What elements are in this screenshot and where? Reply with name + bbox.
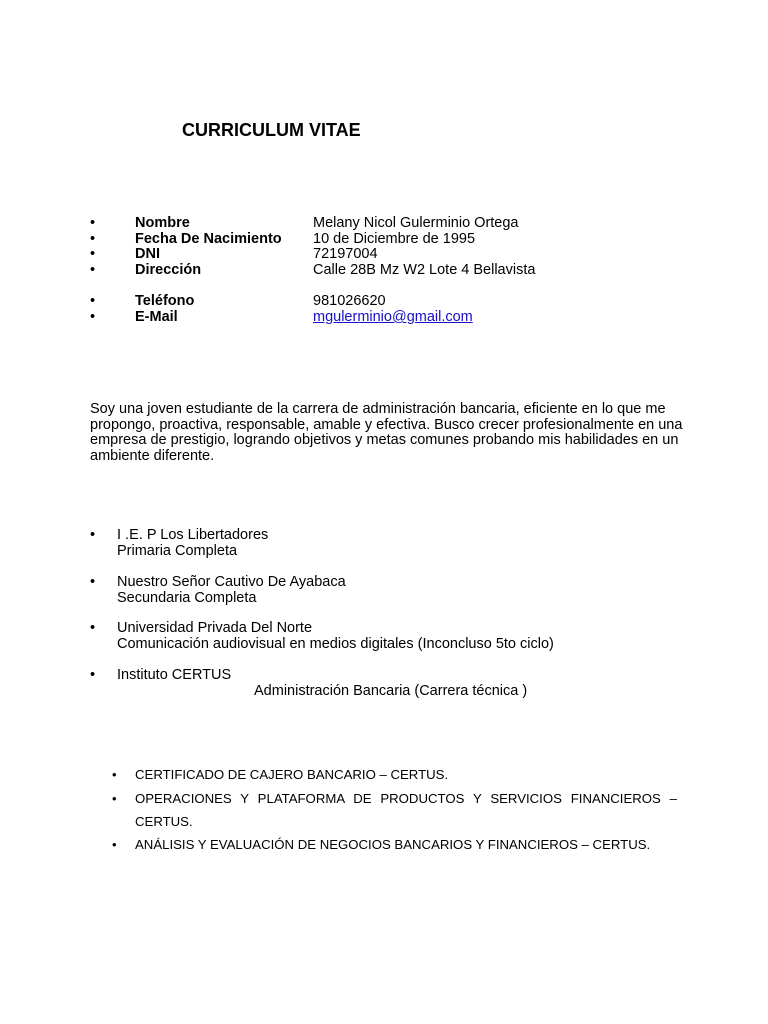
education-institution: Nuestro Señor Cautivo De Ayabaca bbox=[117, 574, 346, 590]
bullet: • bbox=[90, 231, 96, 247]
name-value: Melany Nicol Gulerminio Ortega bbox=[313, 215, 519, 231]
bullet: • bbox=[90, 215, 96, 231]
education-institution: I .E. P Los Libertadores bbox=[117, 527, 269, 543]
dni-value: 72197004 bbox=[313, 246, 378, 262]
address-label: Dirección bbox=[135, 262, 202, 278]
education-institution: Universidad Privada Del Norte bbox=[117, 620, 313, 636]
document-title: CURRICULUM VITAE bbox=[182, 120, 361, 140]
bullet: • bbox=[112, 791, 117, 806]
bullet: • bbox=[90, 574, 96, 590]
name-label: Nombre bbox=[135, 215, 190, 231]
bullet: • bbox=[90, 667, 96, 683]
bullet: • bbox=[90, 527, 96, 543]
phone-value: 981026620 bbox=[313, 293, 386, 309]
email-link[interactable]: mgulerminio@gmail.com bbox=[313, 309, 473, 325]
dni-label: DNI bbox=[135, 246, 160, 262]
bullet: • bbox=[112, 767, 117, 782]
education-detail: Comunicación audiovisual en medios digitales (Inconcluso 5to ciclo) bbox=[117, 636, 554, 652]
education-detail: Secundaria Completa bbox=[117, 590, 257, 606]
certification-item: CERTIFICADO DE CAJERO BANCARIO – CERTUS. bbox=[135, 767, 449, 782]
bullet: • bbox=[90, 293, 96, 309]
phone-label: Teléfono bbox=[135, 293, 195, 309]
certification-item-continued: CERTUS. bbox=[135, 814, 193, 829]
address-value: Calle 28B Mz W2 Lote 4 Bellavista bbox=[313, 262, 536, 278]
email-label: E-Mail bbox=[135, 309, 178, 325]
bullet: • bbox=[90, 262, 96, 278]
bullet: • bbox=[90, 246, 96, 262]
bullet: • bbox=[90, 309, 96, 325]
bullet: • bbox=[90, 620, 96, 636]
education-detail: Administración Bancaria (Carrera técnica ) bbox=[254, 683, 528, 699]
education-institution: Instituto CERTUS bbox=[117, 667, 232, 683]
bullet: • bbox=[112, 837, 117, 852]
birthdate-label: Fecha De Nacimiento bbox=[135, 231, 282, 247]
profile-summary: Soy una joven estudiante de la carrera de administración bancaria, eficiente en lo que me propongo, proactiva, responsable, amable y efectiva. Busco crecer profesionalmente en una empresa de prestigio, logrando objetivos y metas comunes probando mis habilidades en un ambiente diferente. bbox=[90, 401, 683, 464]
certification-item: ANÁLISIS Y EVALUACIÓN DE NEGOCIOS BANCARIOS Y FINANCIEROS – CERTUS. bbox=[135, 837, 651, 852]
birthdate-value: 10 de Diciembre de 1995 bbox=[313, 231, 476, 247]
education-detail: Primaria Completa bbox=[117, 543, 238, 559]
certification-item: OPERACIONES Y PLATAFORMA DE PRODUCTOS Y SERVICIOS FINANCIEROS – bbox=[135, 791, 677, 806]
